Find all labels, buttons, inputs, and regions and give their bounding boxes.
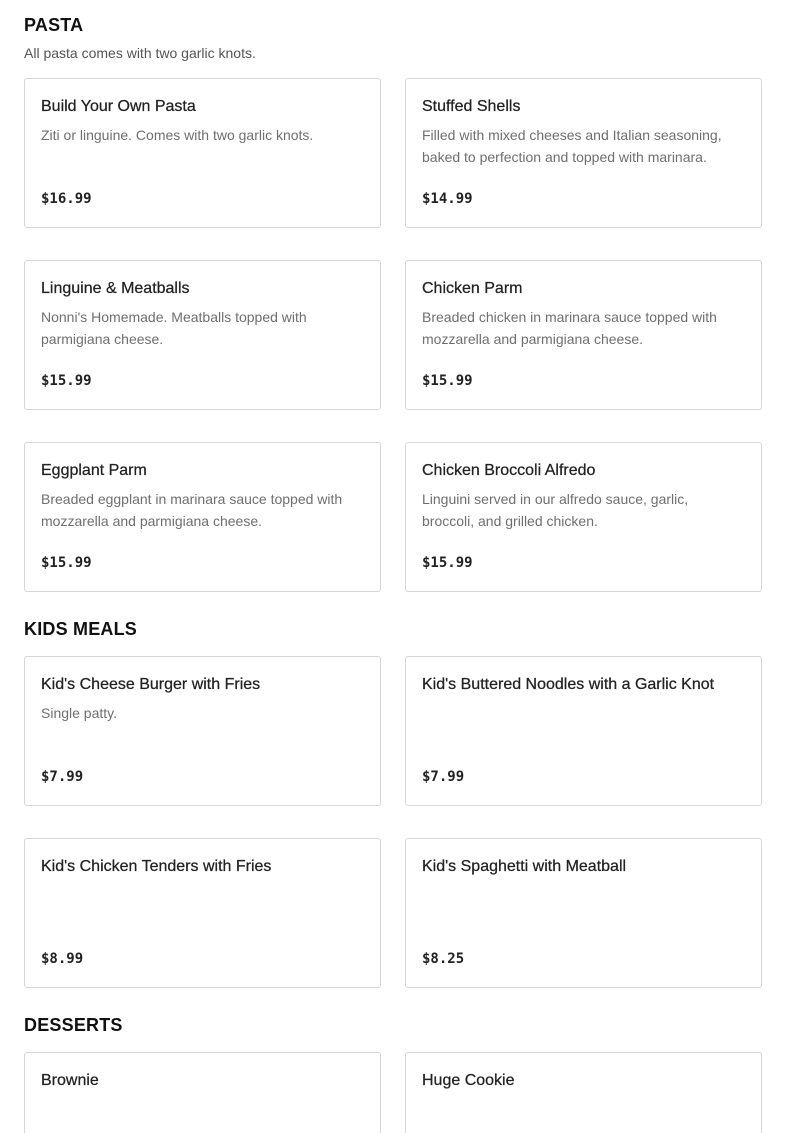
menu-item-price: $7.99 [422,769,465,785]
menu-item-description: Breaded eggplant in marinara sauce topped with mozzarella and parmigiana cheese. [41,491,343,529]
section-title: PASTA [24,15,84,35]
menu-item-card[interactable] [24,838,381,988]
menu-item-card[interactable] [24,442,381,592]
menu-item-name: Kid's Chicken Tenders with Fries [41,858,272,875]
menu-item-name: Brownie [41,1072,99,1089]
menu-item-card[interactable] [405,78,762,228]
menu-item-name: Kid's Spaghetti with Meatball [422,858,627,875]
menu-item-card[interactable] [405,838,762,988]
menu-item-card[interactable] [405,1052,762,1133]
menu-item-name: Kid's Buttered Noodles with a Garlic Knot [422,676,715,693]
menu-item-card[interactable] [24,78,381,228]
menu-item-price: $16.99 [41,191,92,207]
menu-item-price: $7.99 [41,769,84,785]
menu-item-name: Huge Cookie [422,1072,515,1089]
menu-item-card[interactable] [24,656,381,806]
section-title: DESSERTS [24,1015,123,1035]
menu-item-name: Chicken Broccoli Alfredo [422,462,596,479]
menu-item-name: Linguine & Meatballs [41,280,190,297]
menu-item-description: Nonni's Homemade. Meatballs topped with parmigiana cheese. [41,309,307,347]
menu-item-card[interactable] [24,260,381,410]
menu-item-description: Breaded chicken in marinara sauce topped with mozzarella and parmigiana cheese. [422,309,717,347]
menu-item-price: $15.99 [422,373,473,389]
menu-item-card[interactable] [405,656,762,806]
menu-item-price: $15.99 [41,373,92,389]
menu-item-price: $8.99 [41,951,84,967]
menu-item-price: $8.25 [422,951,465,967]
menu-item-price: $14.99 [422,191,473,207]
menu-item-name: Chicken Parm [422,280,523,297]
menu-item-name: Build Your Own Pasta [41,98,196,115]
section-desserts-header [24,1014,761,1036]
menu-item-price: $15.99 [41,555,92,571]
section-kids-meals-header [24,618,761,640]
menu-item-card[interactable] [405,260,762,410]
menu-item-name: Eggplant Parm [41,462,147,479]
menu-item-description: Filled with mixed cheeses and Italian seasoning, baked to perfection and topped with marinara. [422,127,722,165]
menu-item-card[interactable] [405,442,762,592]
section-title: KIDS MEALS [24,619,138,639]
section-subtitle: All pasta comes with two garlic knots. [24,45,256,61]
menu-item-price: $15.99 [422,555,473,571]
menu-item-name: Kid's Cheese Burger with Fries [41,676,261,693]
menu-item-description: Linguini served in our alfredo sauce, garlic, broccoli, and grilled chicken. [422,491,689,529]
menu-item-name: Stuffed Shells [422,98,521,115]
section-pasta-header [24,14,761,62]
menu-item-description: Single patty. [41,705,118,721]
menu-item-description: Ziti or linguine. Comes with two garlic knots. [41,127,314,143]
menu-item-card[interactable] [24,1052,381,1133]
